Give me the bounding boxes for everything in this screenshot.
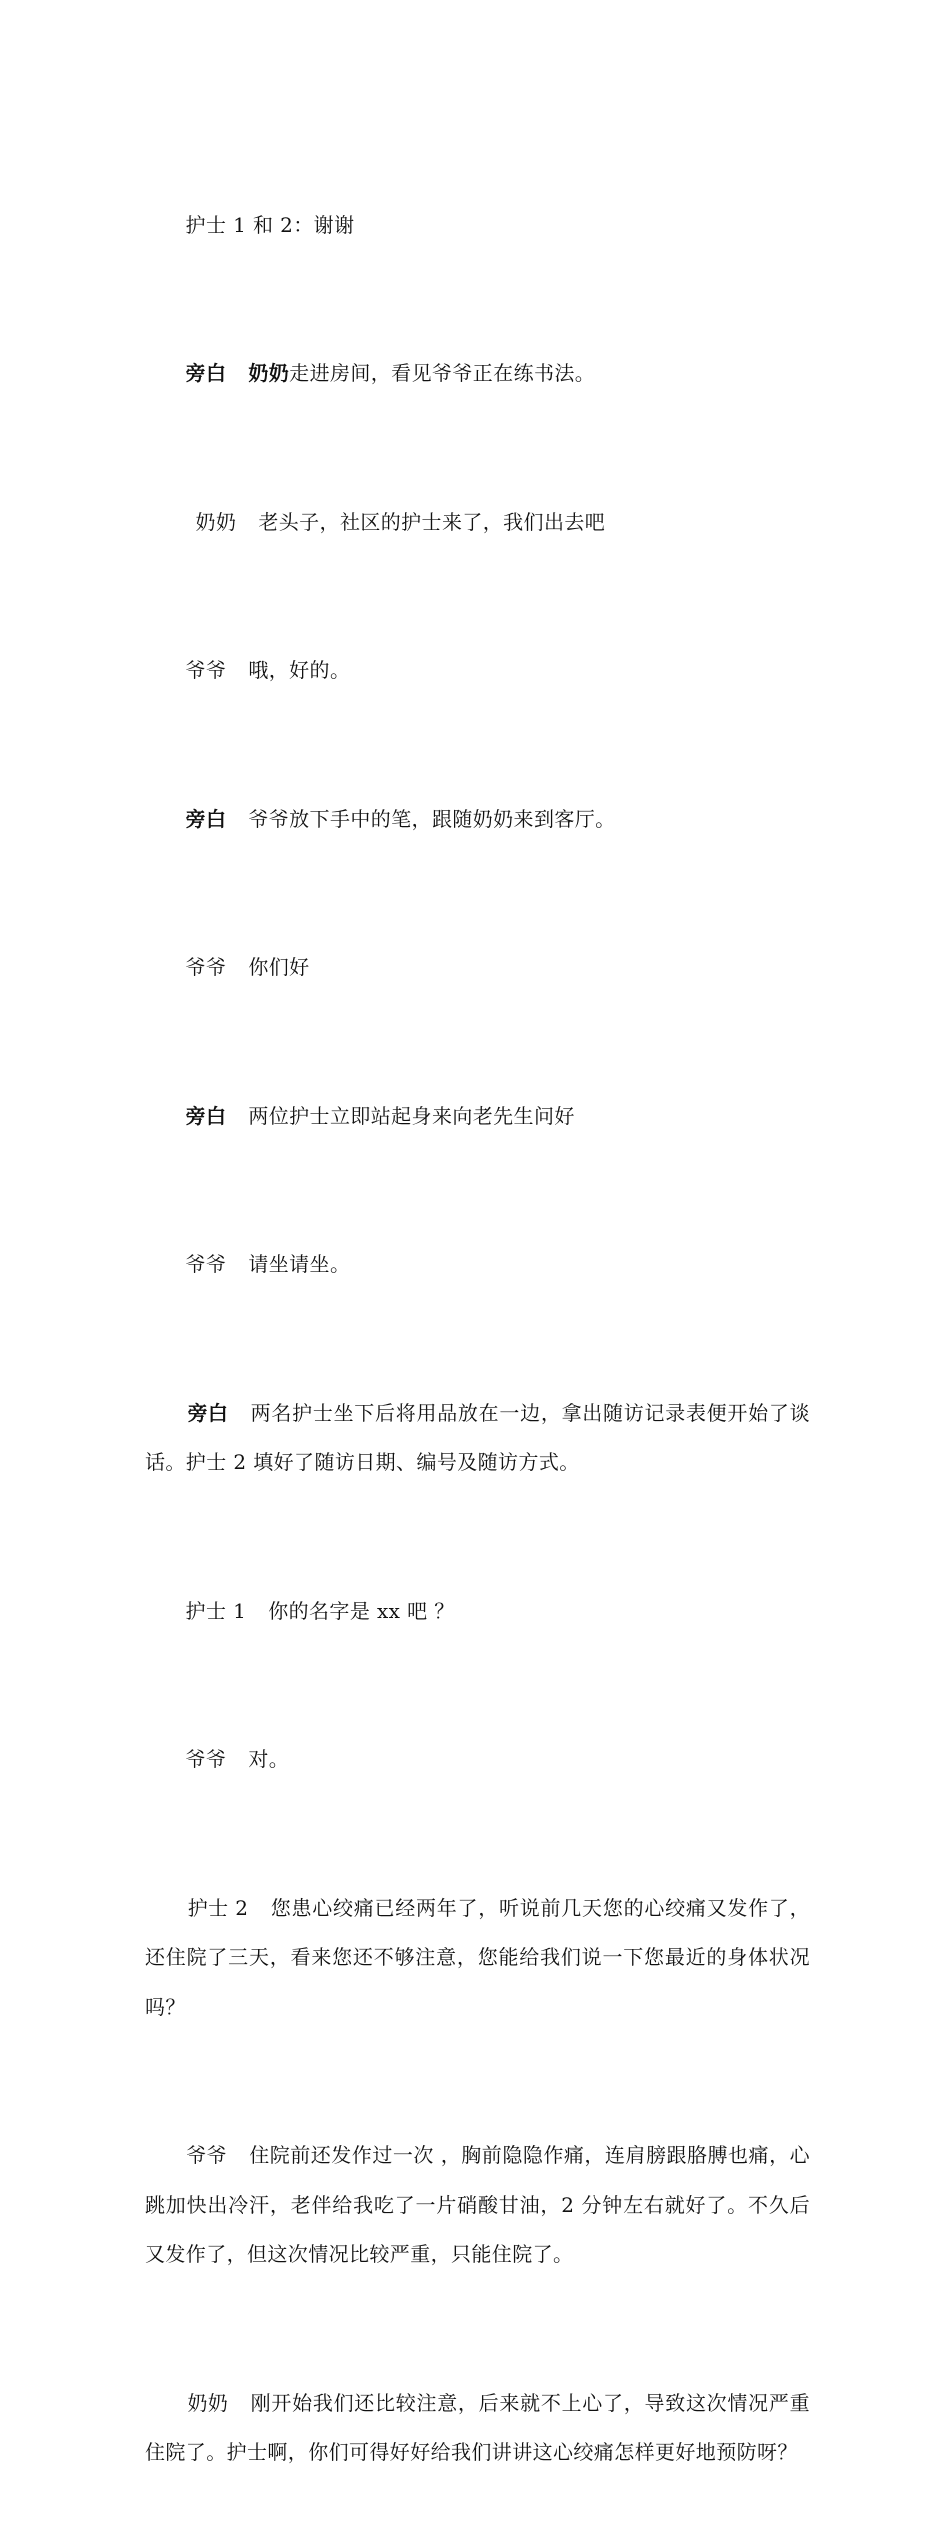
- speaker-label: 旁白: [185, 361, 227, 385]
- line-text: 护士 1 和 2：谢谢: [185, 212, 355, 237]
- dialogue-line: [145, 448, 810, 597]
- dialogue-script: [145, 151, 810, 2527]
- line-text: 哦，好的。: [248, 658, 351, 682]
- speaker-label: 奶奶: [195, 509, 237, 534]
- dialogue-line: [145, 1834, 810, 2082]
- dialogue-line: [145, 151, 810, 300]
- line-text: 对。: [248, 1747, 290, 1771]
- line-text: 老头子，社区的护士来了，我们出去吧: [258, 509, 606, 534]
- line-text: 您患心绞痛已经两年了，听说前几天您的心绞痛又发作了，还住院了三天，看来您还不够注意，您能给我们说一下您最近的身体状况吗？: [145, 1895, 811, 2019]
- line-text: 住院前还发作过一次 ，胸前隐隐作痛，连肩膀跟胳膊也痛，心跳加快出冷汗，老伴给我吃了一片硝酸甘油，2 分钟左右就好了。不久后又发作了，但这次情况比较严重，只能住院了。: [145, 2143, 810, 2266]
- dialogue-line: [145, 1191, 810, 1340]
- speaker-label: 护士 2: [187, 1895, 249, 1920]
- line-text: 两位护士立即站起身来向老先生问好: [248, 1103, 575, 1128]
- speaker-label: 旁白: [187, 1400, 229, 1425]
- dialogue-line: [145, 1339, 810, 1537]
- dialogue-line: [145, 597, 810, 746]
- speaker-label: 护士 1: [185, 1598, 247, 1623]
- line-text: 你们好: [248, 955, 310, 979]
- line-text: 两名护士坐下后将用品放在一边，拿出随访记录表便开始了谈话。护士 2 填好了随访日期、编号及随访方式。: [145, 1400, 810, 1474]
- speaker-label: 爷爷: [185, 658, 227, 682]
- dialogue-line: [145, 2329, 810, 2527]
- dialogue-line: [145, 1042, 810, 1191]
- speaker-label: 爷爷: [185, 1747, 227, 1771]
- speaker-label: 爷爷: [185, 955, 227, 979]
- speaker-label: 爷爷: [185, 1252, 227, 1276]
- speaker-label: 旁白: [185, 806, 227, 831]
- dialogue-line: [145, 745, 810, 894]
- speaker-label: 旁白: [185, 1103, 227, 1128]
- dialogue-line: [145, 1537, 810, 1686]
- emphasized-name: 奶奶: [248, 361, 290, 385]
- dialogue-line: [145, 894, 810, 1043]
- line-text: 爷爷放下手中的笔，跟随奶奶来到客厅。: [248, 806, 616, 831]
- line-text: 请坐请坐。: [248, 1252, 351, 1276]
- dialogue-line: [145, 1686, 810, 1835]
- line-text: 走进房间，看见爷爷正在练书法。: [289, 361, 596, 385]
- line-text: 你的名字是 xx 吧 ？: [268, 1598, 455, 1623]
- line-text: 刚开始我们还比较注意，后来就不上心了，导致这次情况严重住院了。护士啊，你们可得好好给我们讲讲这心绞痛怎样更好地预防呀？: [145, 2390, 810, 2464]
- dialogue-line: [145, 2082, 810, 2330]
- speaker-label: 爷爷: [186, 2143, 228, 2167]
- dialogue-line: [145, 300, 810, 449]
- speaker-label: 奶奶: [187, 2390, 229, 2415]
